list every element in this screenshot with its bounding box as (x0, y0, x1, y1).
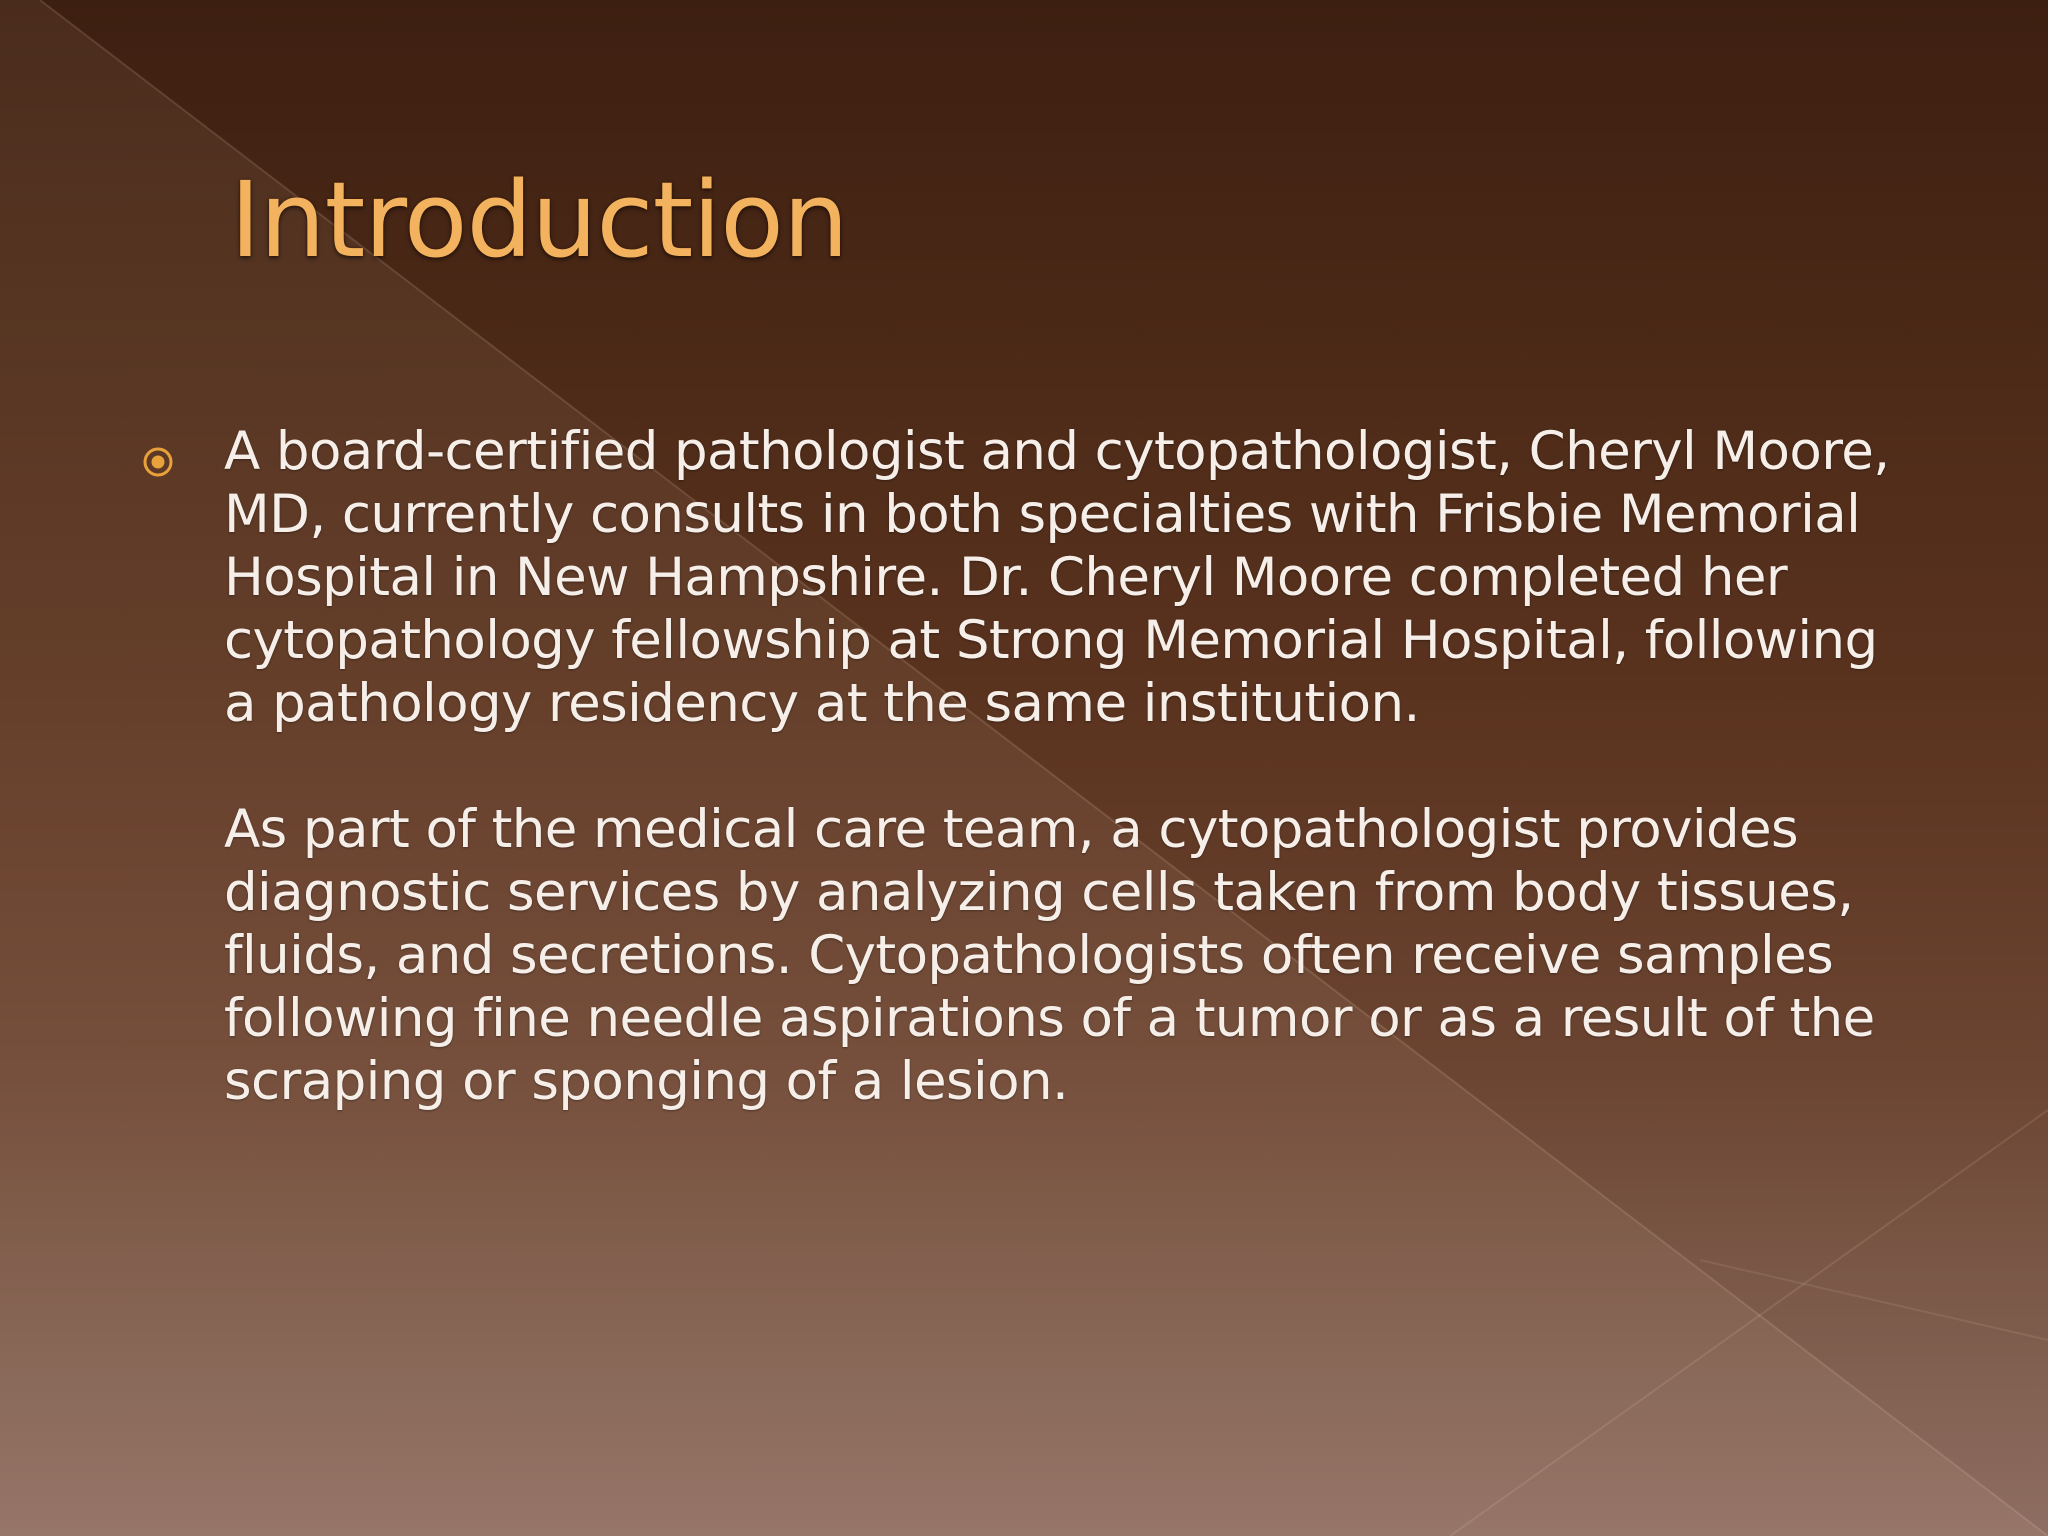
bullet-content (224, 420, 1924, 1113)
paragraph-cytopathologist-role: As part of the medical care team, a cytopathologist provides diagnostic services by analyzing cells taken from body tissues, fluids, and secretions. Cytopathologists often receive samples following fine needle aspirations of a tumor or as a result of the scraping or sponging of a lesion. (224, 799, 1875, 1112)
slide-title: Introduction (230, 159, 848, 281)
circled-dot-bullet-icon (142, 446, 174, 478)
paragraph-introduction: A board-certified pathologist and cytopathologist, Cheryl Moore, MD, currently consults in both specialties with Frisbie Memorial Hospital in New Hampshire. Dr. Cheryl Moore completed her cytopathology fellowship at Strong Memorial Hospital, following a pathology residency at the same institution. (224, 421, 1890, 734)
